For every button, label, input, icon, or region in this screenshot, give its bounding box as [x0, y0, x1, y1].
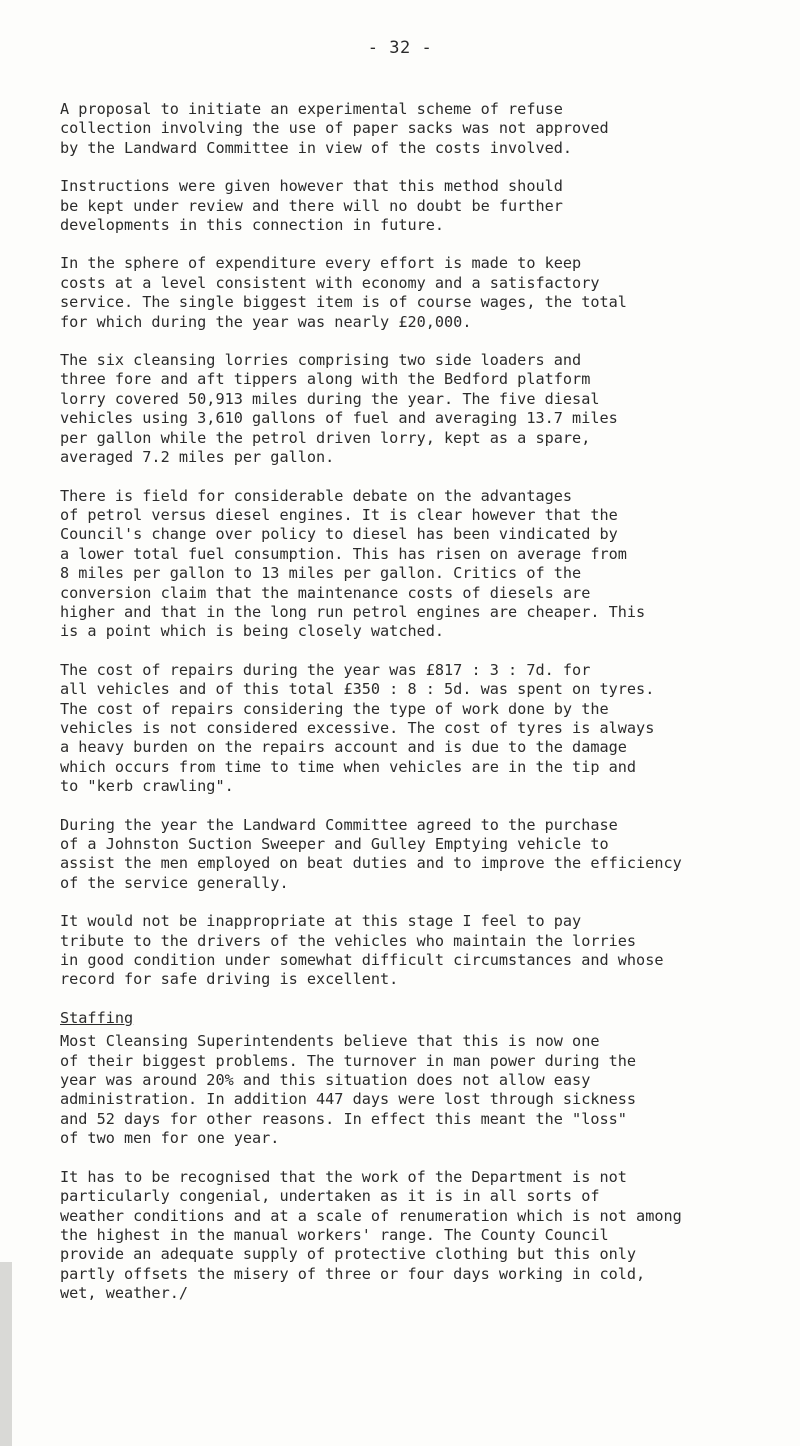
scan-edge-shadow	[0, 1262, 12, 1446]
body-text	[60, 100, 750, 1323]
paragraph-paper-sacks: A proposal to initiate an experimental scheme of refuse collection involving the use of paper sacks was not approved by the Landward Committee in view of the costs involved.	[60, 100, 609, 157]
paragraph-driver-tribute: It would not be inappropriate at this stage I feel to pay tribute to the drivers of the vehicles who maintain the lorries in good condition under somewhat difficult circumstances and whose record for safe driving is excellent.	[60, 912, 664, 989]
paragraph-staffing-turnover: Most Cleansing Superintendents believe that this is now one of their biggest problems. The turnover in man power during the year was around 20% and this situation does not allow easy administration. In addition 447 days were lost through sickness and 52 days for other reasons. In effect this meant the "loss" of two men for one year.	[60, 1032, 637, 1148]
paragraph-diesel-debate: There is field for considerable debate on the advantages of petrol versus diesel engines. It is clear however that the Council's change over policy to diesel has been vindicated by a lower total fuel consumption. This has risen on average from 8 miles per gallon to 13 miles per gallon. Critics of the conversion claim that the maintenance costs of diesels are higher and that in the long run petrol engines are cheaper. This is a point which is being closely watched.	[60, 486, 646, 641]
page-number: - 32 -	[367, 38, 433, 58]
paragraph-sweeper-purchase: During the year the Landward Committee agreed to the purchase of a Johnston Suction Sweeper and Gulley Emptying vehicle to assist the men employed on beat duties and to improve the efficiency of the service generally.	[60, 815, 682, 892]
paragraph-review: Instructions were given however that this method should be kept under review and there will no doubt be further developments in this connection in future.	[60, 177, 563, 235]
paragraph-repairs: The cost of repairs during the year was £817 : 3 : 7d. for all vehicles and of this total £350 : 8 : 5d. was spent on tyres. The cost of repairs considering the type of work done by the vehicles is not considered excessive. The cost of tyres is always a heavy burden on the repairs account and is due to the damage which occurs from time to time when vehicles are in the tip and to "kerb crawling".	[60, 660, 655, 796]
paragraph-expenditure: In the sphere of expenditure every effort is made to keep costs at a level consistent with economy and a satisfactory service. The single biggest item is of course wages, the total for which during the year was nearly £20,000.	[60, 254, 627, 331]
paragraph-lorries: The six cleansing lorries comprising two side loaders and three fore and aft tippers along with the Bedford platform lorry covered 50,913 miles during the year. The five diesal vehicles using 3,610 gallons of fuel and averaging 13.7 miles per gallon while the petrol driven lorry, kept as a spare, averaged 7.2 miles per gallon.	[60, 351, 618, 467]
paragraph-staffing-conditions: It has to be recognised that the work of the Department is not particularly congenial, undertaken as it is in all sorts of weather conditions and at a scale of renumeration which is not among the highest in the manual workers' range. The County Council provide an adequate supply of protective clothing but this only partly offsets the misery of three or four days working in cold, wet, weather./	[60, 1167, 682, 1303]
section-heading-staffing: Staffing	[60, 1008, 134, 1027]
